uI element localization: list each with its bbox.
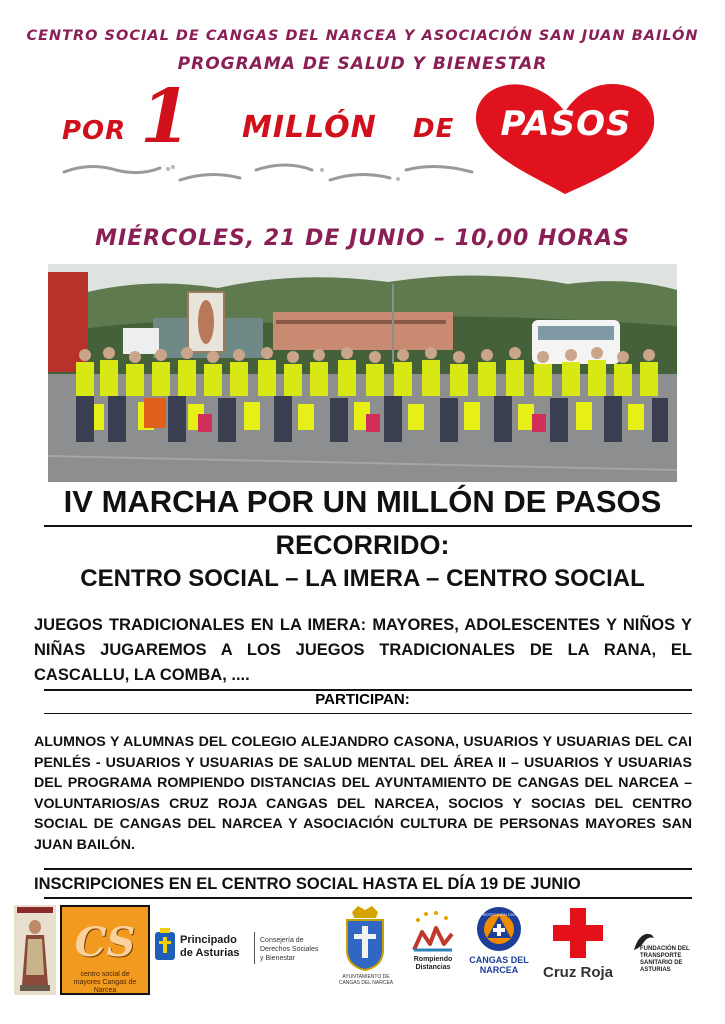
date-line: MIÉRCOLES, 21 DE JUNIO – 10,00 HORAS: [95, 226, 630, 251]
event-title: IV MARCHA POR UN MILLÓN DE PASOS: [63, 484, 662, 519]
cs-letters: CS: [74, 919, 136, 966]
divider-footer: [44, 897, 692, 899]
registration-line: INSCRIPCIONES EN EL CENTRO SOCIAL HASTA EL DÍA 19 DE JUNIO: [34, 875, 581, 893]
consejeria-text: Consejería de Derechos Sociales y Bienestar: [260, 937, 319, 962]
principado-text: Principado de Asturias: [180, 934, 240, 959]
participants-heading: PARTICIPAN:: [315, 691, 410, 708]
cruz-roja-text: Cruz Roja: [542, 964, 613, 981]
red-cross-icon: [553, 908, 603, 958]
ayuntamiento-text: AYUNTAMIENTO DE CANGAS DEL NARCEA: [338, 974, 394, 986]
centro-social-logo: [60, 905, 150, 995]
ayuntamiento-shield-icon: [344, 906, 386, 972]
games-paragraph: JUEGOS TRADICIONALES EN LA IMERA: MAYORES, ADOLESCENTES Y NIÑOS Y NIÑAS JUGAREMOS A LOS JUEGOS TRADICIONALES DE LA RANA, EL CASCALLU, LA COMBA, ....: [34, 616, 692, 684]
divider-bottom: [44, 868, 692, 870]
asturias-shield-icon: [154, 928, 176, 964]
participants-paragraph: ALUMNOS Y ALUMNAS DEL COLEGIO ALEJANDRO CASONA, USUARIOS Y USUARIAS DEL CAI PENLÉS - USUARIOS Y USUARIAS DE SALUD MENTAL DEL ÁREA II – USUARIOS Y USUARIAS DEL PROGRAMA ROMPIENDO DISTANCIAS DEL AYUNTAMIENTO DE CANGAS DEL NARCEA – VOLUNTARIOS/AS CRUZ ROJA CANGAS DEL NARCEA, SOCIOS Y SOCIAS DEL CENTRO SOCIAL DE CANGAS DEL NARCEA Y ASOCIACIÓN CULTURA DE PERSONAS MAYORES SAN JUAN BAILÓN.: [34, 734, 692, 853]
cs-caption: centro social de mayores Cangas de Narcea: [73, 971, 137, 994]
rompiendo-text: Rompiendo Distancias: [413, 956, 453, 971]
title-millon: MILLÓN: [242, 110, 377, 145]
title-de: DE: [413, 114, 455, 144]
cangas-text: CANGAS DEL NARCEA: [469, 955, 529, 975]
logo-separator: [254, 932, 255, 964]
proteccion-civil-text: PROTECCIÓN CIVIL: [480, 912, 518, 917]
program-line: PROGRAMA DE SALUD Y BIENESTAR: [177, 54, 548, 74]
rompiendo-distancias-icon: [410, 910, 456, 956]
footsteps-icon: [60, 158, 480, 192]
divider-participants: [44, 713, 692, 714]
title-one: 1: [140, 74, 192, 160]
group-photo: [48, 264, 677, 482]
fundacion-text: FUNDACIÓN DEL TRANSPORTE SANITARIO DE ASTURIAS: [640, 946, 690, 973]
divider-top: [44, 525, 692, 527]
organizers-line: CENTRO SOCIAL DE CANGAS DEL NARCEA Y ASOCIACIÓN SAN JUAN BAILÓN: [26, 28, 699, 44]
route-heading: RECORRIDO:: [275, 530, 450, 560]
saint-statue-logo: [14, 905, 56, 995]
route-text: CENTRO SOCIAL – LA IMERA – CENTRO SOCIAL: [80, 565, 645, 592]
title-pasos: PASOS: [500, 104, 632, 144]
title-por: POR: [62, 116, 127, 146]
